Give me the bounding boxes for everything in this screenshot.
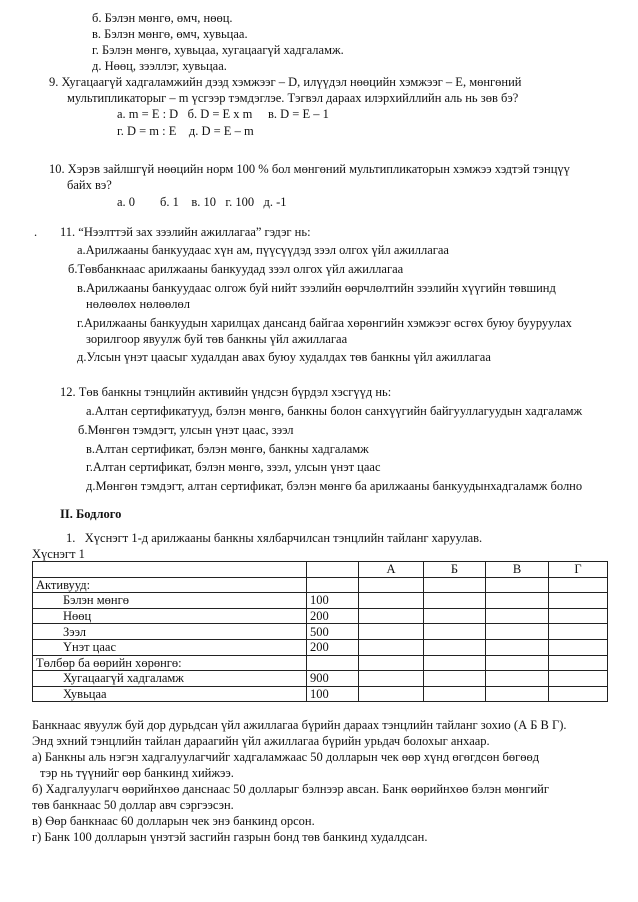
answer-cell[interactable]	[549, 639, 608, 655]
table-row	[33, 655, 608, 671]
answer-cell[interactable]	[549, 608, 608, 624]
q8-option-v: в. Бэлэн мөнгө, өмч, хувьцаа.	[92, 27, 248, 41]
row-value: 100	[307, 593, 359, 609]
problem-intro-1: Банкнаас явуулж буй дор дурьдсан үйл ажиллагаа бүрийн дараах тэнцлийн тайланг зохио (А Б В Г).	[32, 718, 567, 732]
answer-cell[interactable]	[486, 686, 549, 702]
table-header-cell: Г	[549, 562, 608, 578]
q12-title: 12. Төв банкны тэнцлийн активийн үндсэн бүрдэл хэсгүүд нь:	[60, 385, 392, 399]
balance-sheet-table	[32, 561, 608, 702]
row-label: Хугацаагүй хадгаламж	[33, 671, 307, 687]
table-row	[33, 671, 608, 687]
problem-intro-2: Энд эхний тэнцлийн тайлан дараагийн үйл ажиллагаа бүрийн урьдач болохыг анхаар.	[32, 734, 490, 748]
q8-option-g: г. Бэлэн мөнгө, хувьцаа, хугацаагүй хадгаламж.	[92, 43, 344, 57]
table-row	[33, 593, 608, 609]
answer-cell[interactable]	[424, 639, 486, 655]
answer-cell[interactable]	[359, 608, 424, 624]
answer-cell[interactable]	[359, 593, 424, 609]
answer-cell[interactable]	[424, 671, 486, 687]
q11-bullet-dot: .	[34, 225, 38, 239]
row-label: Бэлэн мөнгө	[33, 593, 307, 609]
q9-line1: 9. Хугацаагүй хадгаламжийн дээд хэмжээг – D, илүүдэл нөөцийн хэмжээг – E, мөнгөний	[49, 75, 522, 89]
answer-cell[interactable]	[359, 655, 424, 671]
q11-option-d: д.Улсын үнэт цаасыг худалдан авах буюу худалдах төв банкны үйл ажиллагаа	[77, 350, 491, 364]
answer-cell[interactable]	[359, 671, 424, 687]
answer-cell[interactable]	[549, 593, 608, 609]
problem-item-v: в) Өөр банкнаас 60 долларын чек энэ банкинд орсон.	[32, 814, 315, 828]
section-heading: II. Бодлого	[60, 507, 122, 521]
table-row	[33, 577, 608, 593]
q12-option-a: а.Алтан сертификатууд, бэлэн мөнгө, банкны болон санхүүгийн байгууллагуудын хадгаламж	[86, 404, 583, 418]
q10-line2: байх вэ?	[67, 178, 112, 192]
answer-cell[interactable]	[549, 577, 608, 593]
answer-cell[interactable]	[359, 686, 424, 702]
answer-cell[interactable]	[486, 593, 549, 609]
q12-option-v: в.Алтан сертификат, бэлэн мөнгө, банкны хадгаламж	[86, 442, 369, 456]
table-header-cell: В	[486, 562, 549, 578]
answer-cell[interactable]	[486, 608, 549, 624]
q11-option-v-2: нөлөөлөх нөлөөлөл	[86, 297, 190, 311]
table-header-row	[33, 562, 608, 578]
table-row	[33, 624, 608, 640]
problem-item-a-1: а) Банкны аль нэгэн хадгалуулагчийг хадгаламжаас 50 долларын чек өөр хүнд өгөгдсөн бөгөөд	[32, 750, 540, 764]
answer-cell[interactable]	[549, 671, 608, 687]
row-value: 100	[307, 686, 359, 702]
table-row	[33, 639, 608, 655]
row-label: Төлбөр ба өөрийн хөрөнгө:	[33, 655, 307, 671]
row-label: Нөөц	[33, 608, 307, 624]
table-caption: Хүснэгт 1	[32, 547, 85, 561]
row-label: Активууд:	[33, 577, 307, 593]
table-header-cell	[33, 562, 307, 578]
problem-item-a-2: тэр нь түүнийг өөр банкинд хийжээ.	[40, 766, 234, 780]
row-value	[307, 577, 359, 593]
q12-option-g: г.Алтан сертификат, бэлэн мөнгө, зээл, улсын үнэт цаас	[86, 460, 381, 474]
answer-cell[interactable]	[549, 686, 608, 702]
answer-cell[interactable]	[359, 624, 424, 640]
q9-options-1: а. m = E : D б. D = E x m в. D = E – 1	[117, 107, 329, 121]
row-value: 200	[307, 608, 359, 624]
answer-cell[interactable]	[424, 624, 486, 640]
answer-cell[interactable]	[486, 655, 549, 671]
row-value: 200	[307, 639, 359, 655]
answer-cell[interactable]	[424, 655, 486, 671]
row-label: Хувьцаа	[33, 686, 307, 702]
table-header-cell: А	[359, 562, 424, 578]
answer-cell[interactable]	[549, 624, 608, 640]
row-value	[307, 655, 359, 671]
q11-option-b: б.Төвбанкнаас арилжааны банкуудад зээл олгох үйл ажиллагаа	[68, 262, 404, 276]
answer-cell[interactable]	[359, 577, 424, 593]
answer-cell[interactable]	[549, 655, 608, 671]
q11-option-v-1: в.Арилжааны банкуудаас олгож буй нийт зээлийн өөрчлөлтийн зээлийн хүүгийн төвшинд	[77, 281, 556, 295]
answer-cell[interactable]	[359, 639, 424, 655]
q8-option-b: б. Бэлэн мөнгө, өмч, нөөц.	[92, 11, 233, 25]
q9-options-2: г. D = m : E д. D = E – m	[117, 124, 254, 138]
table-row	[33, 686, 608, 702]
table-row	[33, 608, 608, 624]
q11-option-a: а.Арилжааны банкуудаас хүн ам, пүүсүүдэд зээл олгох үйл ажиллагаа	[77, 243, 449, 257]
q12-option-d: д.Мөнгөн тэмдэгт, алтан сертификат, бэлэн мөнгө ба арилжааны банкуудынхадгаламж болно	[86, 479, 583, 493]
answer-cell[interactable]	[486, 577, 549, 593]
row-label: Үнэт цаас	[33, 639, 307, 655]
problem-item-b-2: төв банкнаас 50 доллар авч сэргээсэн.	[32, 798, 234, 812]
answer-cell[interactable]	[424, 593, 486, 609]
answer-cell[interactable]	[486, 639, 549, 655]
problem-item-b-1: б) Хадгалуулагч өөрийнхөө данснаас 50 долларыг бэлнээр авсан. Банк өөрийнхөө бэлэн мөнгийг	[32, 782, 549, 796]
row-value: 900	[307, 671, 359, 687]
q11-option-g-1: г.Арилжааны банкуудын харилцах дансанд байгаа хөрөнгийн хэмжээг өсгөх буюу бууруулах	[77, 316, 572, 330]
answer-cell[interactable]	[424, 608, 486, 624]
answer-cell[interactable]	[486, 671, 549, 687]
table-header-cell: Б	[424, 562, 486, 578]
table-header-cell	[307, 562, 359, 578]
row-value: 500	[307, 624, 359, 640]
answer-cell[interactable]	[486, 624, 549, 640]
q12-option-b: б.Мөнгөн тэмдэгт, улсын үнэт цаас, зээл	[78, 423, 294, 437]
task-1-text: 1. Хүснэгт 1-д арилжааны банкны хялбарчилсан тэнцлийн тайланг харуулав.	[66, 531, 483, 545]
q10-options: а. 0 б. 1 в. 10 г. 100 д. -1	[117, 195, 287, 209]
row-label: Зээл	[33, 624, 307, 640]
q11-title: 11. “Нээлттэй зах зээлийн ажиллагаа” гэдэг нь:	[60, 225, 311, 239]
q11-option-g-2: зорилгоор явуулж буй төв банкны үйл ажиллагаа	[86, 332, 348, 346]
problem-item-g: г) Банк 100 долларын үнэтэй засгийн газрын бонд төв банкинд худалдсан.	[32, 830, 428, 844]
q8-option-d: д. Нөөц, зээллэг, хувьцаа.	[92, 59, 227, 73]
answer-cell[interactable]	[424, 686, 486, 702]
q10-line1: 10. Хэрэв зайлшгүй нөөцийн норм 100 % бол мөнгөний мультипликаторын хэмжээ хэдтэй тэнцүү	[49, 162, 570, 176]
answer-cell[interactable]	[424, 577, 486, 593]
q9-line2: мультипликаторыг – m үсгээр тэмдэглэе. Тэгвэл дараах илэрхийллийн аль нь зөв бэ?	[67, 91, 519, 105]
